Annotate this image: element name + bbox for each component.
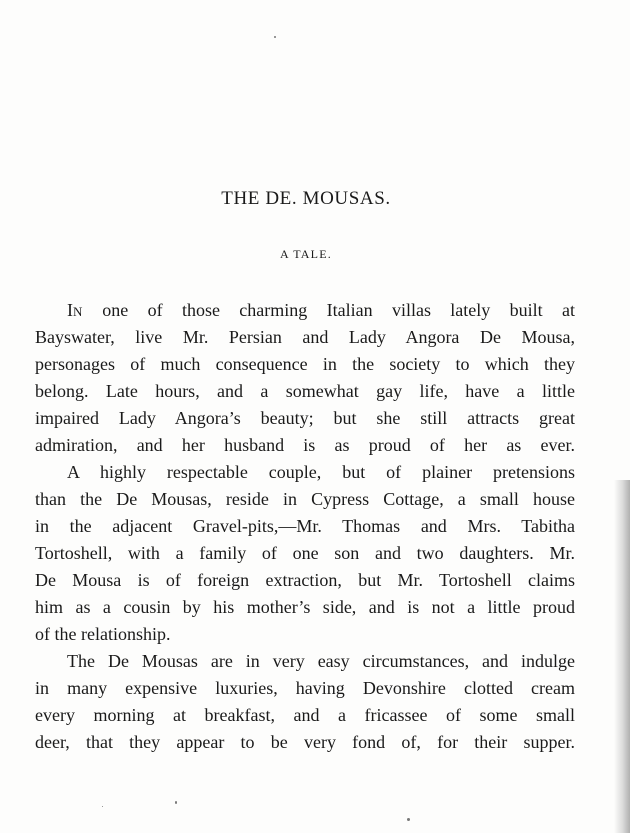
- chapter-title: THE DE. MOUSAS.: [221, 188, 391, 209]
- print-speck: [407, 818, 410, 821]
- chapter-subtitle: A TALE.: [280, 247, 332, 261]
- text-line: in the adjacent Gravel-pits,—Mr. Thomas and Mrs. Tabitha: [35, 516, 575, 536]
- text-line: than the De Mousas, reside in Cypress Cottage, a small house: [35, 489, 575, 509]
- text-line: belong. Late hours, and a somewhat gay life, have a little: [35, 381, 575, 401]
- page-edge-shadow: [614, 480, 630, 833]
- body-text: [35, 297, 575, 756]
- text-line: De Mousa is of foreign extraction, but Mr. Tortoshell claims: [35, 570, 575, 590]
- print-speck: [175, 801, 177, 804]
- text-line: him as a cousin by his mother’s side, and is not a little proud: [35, 597, 575, 617]
- print-speck: [102, 806, 103, 807]
- text-line: The De Mousas are in very easy circumstances, and indulge: [67, 651, 575, 671]
- text-line: IN one of those charming Italian villas lately built at: [67, 300, 575, 320]
- text-line: of the relationship.: [35, 624, 171, 644]
- text-line: personages of much consequence in the society to which they: [35, 354, 575, 374]
- print-speck: [274, 36, 276, 38]
- drop-cap: IN: [67, 300, 83, 320]
- text-line: admiration, and her husband is as proud of her as ever.: [35, 435, 575, 455]
- text-line: in many expensive luxuries, having Devonshire clotted cream: [35, 678, 575, 698]
- text-line: every morning at breakfast, and a fricassee of some small: [35, 705, 575, 725]
- text-line: impaired Lady Angora’s beauty; but she still attracts great: [35, 408, 575, 428]
- text-line: Bayswater, live Mr. Persian and Lady Angora De Mousa,: [35, 327, 575, 347]
- text-line: A highly respectable couple, but of plainer pretensions: [67, 462, 575, 482]
- text-line: deer, that they appear to be very fond of, for their supper.: [35, 732, 575, 752]
- text-line: Tortoshell, with a family of one son and two daughters. Mr.: [35, 543, 575, 563]
